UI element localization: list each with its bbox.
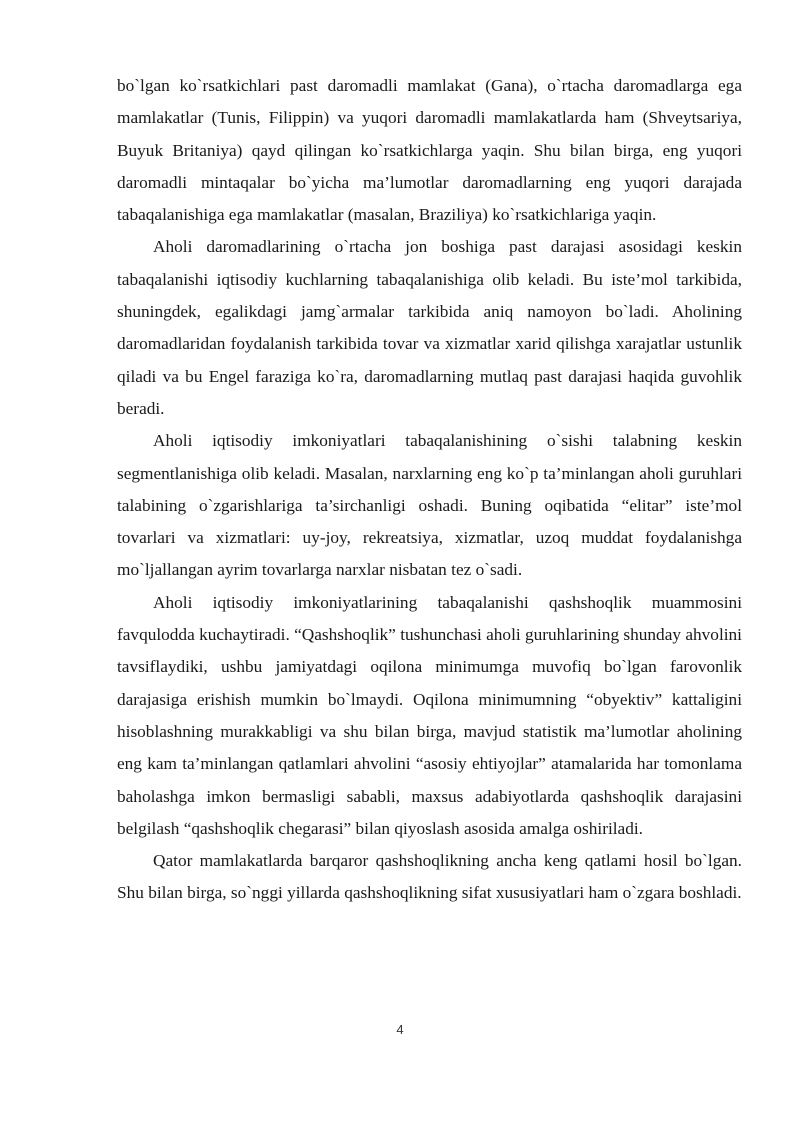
document-body <box>117 70 742 910</box>
page-number: 4 <box>396 1022 404 1037</box>
paragraph-poverty-problem: Aholi iqtisodiy imkoniyatlarining tabaqalanishi qashshoqlik muammosini favqulodda kuchaytiradi. “Qashshoqlik” tushunchasi aholi guruhlarining shunday ahvolini tavsiflaydiki, ushbu jamiyatdagi oqilona minimumga muvofiq bo`lgan farovonlik darajasiga erishish mumkin bo`lmaydi. Oqilona minimumning “obyektiv” kattaligini hisoblashning murakkabligi va shu bilan birga, mavjud statistik ma’lumotlar aholining eng kam ta’minlangan qatlamlari ahvolini “asosiy ehtiyojlar” atamalarida har tomonlama baholashga imkon bermasligi sababli, maxsus adabiyotlarda qashshoqlik darajasini belgilash “qashshoqlik chegarasi” bilan qiyoslash asosida amalga oshiriladi. <box>117 592 742 838</box>
paragraph-continuation: bo`lgan ko`rsatkichlari past daromadli mamlakat (Gana), o`rtacha daromadlarga ega mamlakatlar (Tunis, Filippin) va yuqori daromadli mamlakatlarda ham (Shveytsariya, Buyuk Britaniya) qayd qilingan ko`rsatkichlarga yaqin. Shu bilan birga, eng yuqori daromadli mintaqalar bo`yicha ma’lumotlar daromadlarning eng yuqori darajada tabaqalanishiga ega mamlakatlar (masalan, Braziliya) ko`rsatkichlariga yaqin. <box>117 76 742 225</box>
paragraph-poverty-layer: Qator mamlakatlarda barqaror qashshoqlikning ancha keng qatlami hosil bo`lgan. Shu bilan birga, so`nggi yillarda qashshoqlikning sifat xususiyatlari ham o`zgara boshladi. <box>117 851 742 903</box>
paragraph-demand-segmentation: Aholi iqtisodiy imkoniyatlari tabaqalanishining o`sishi talabning keskin segmentlanishiga olib keladi. Masalan, narxlarning eng ko`p ta’minlangan aholi guruhlari talabining o`zgarishlariga ta’sirchanligi oshadi. Buning oqibatida “elitar” iste’mol tovarlari va xizmatlari: uy-joy, rekreatsiya, xizmatlar, uzoq muddat foydalanishga mo`ljallangan ayrim tovarlarga narxlar nisbatan tez o`sadi. <box>117 431 742 580</box>
paragraph-income-stratification: Aholi daromadlarining o`rtacha jon boshiga past darajasi asosidagi keskin tabaqalanishi iqtisodiy kuchlarning tabaqalanishiga olib keladi. Bu iste’mol tarkibida, shuningdek, egalikdagi jamg`armalar tarkibida aniq namoyon bo`ladi. Aholining daromadlaridan foydalanish tarkibida tovar va xizmatlar xarid qilishga xarajatlar ustunlik qiladi va bu Engel faraziga ko`ra, daromadlarning mutlaq past darajasi haqida guvohlik beradi. <box>117 237 742 418</box>
